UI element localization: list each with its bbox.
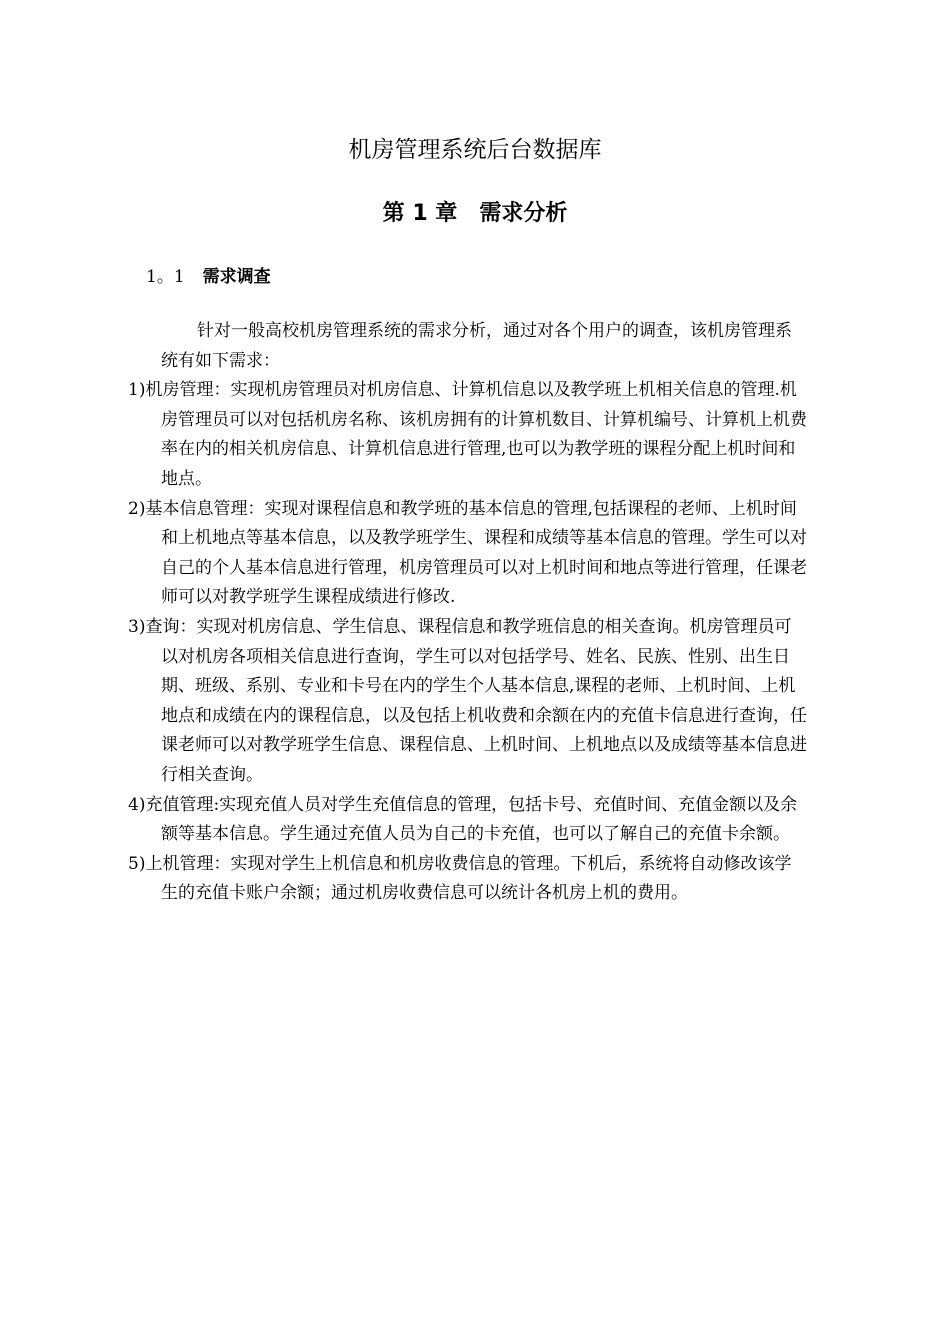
requirement-text: 充值管理:实现充值人员对学生充值信息的管理，包括卡号、充值时间、充值金额以及余额等基本信息。学生通过充值人员为自己的卡充值，也可以了解自己的充值卡余额。 [145,794,798,845]
section-title: 需求调查 [202,267,271,287]
requirement-text: 上机管理：实现对学生上机信息和机房收费信息的管理。下机后，系统将自动修改该学生的充值卡账户余额；通过机房收费信息可以统计各机房上机的费用。 [145,853,792,904]
section-heading [146,264,271,290]
requirement-item [128,791,808,850]
requirement-text: 查询：实现对机房信息、学生信息、课程信息和教学班信息的相关查询。机房管理员可以对机房各项相关信息进行查询，学生可以对包括学号、姓名、民族、性别、出生日期、班级、系别、专业和卡号在内的学生个人基本信息,课程的老师、上机时间、上机地点和成绩在内的课程信息，以及包括上机收费和余额在内的充值卡信息进行查询，任课老师可以对教学班学生信息、课程信息、上机时间、上机地点以及成绩等基本信息进行相关查询。 [145,616,807,785]
requirement-marker: 3) [128,616,146,637]
requirement-marker: 5) [128,853,146,874]
intro-paragraph: 针对一般高校机房管理系统的需求分析，通过对各个用户的调查，该机房管理系统有如下需求： [161,321,792,371]
requirement-marker: 4) [128,794,146,815]
requirement-text: 基本信息管理：实现对课程信息和教学班的基本信息的管理,包括课程的老师、上机时间和上机地点等基本信息，以及教学班学生、课程和成绩等基本信息的管理。学生可以对自己的个人基本信息进行管理，机房管理员可以对上机时间和地点等进行管理，任课老师可以对教学班学生课程成绩进行修改. [145,498,807,608]
requirement-text: 机房管理：实现机房管理员对机房信息、计算机信息以及教学班上机相关信息的管理.机房管理员可以对包括机房名称、该机房拥有的计算机数目、计算机编号、计算机上机费率在内的相关机房信息、计算机信息进行管理,也可以为教学班的课程分配上机时间和地点。 [145,380,807,489]
requirement-marker: 2) [128,498,146,519]
requirement-item [128,850,808,909]
requirement-item [128,376,808,494]
requirement-item [128,613,808,791]
section-number: 1。1 [146,267,185,287]
requirement-marker: 1) [128,380,146,401]
chapter-heading [0,198,950,230]
document-title: 机房管理系统后台数据库 [348,137,602,163]
chapter-number: 第 1 章 [382,201,458,226]
requirements-list [128,376,808,909]
document-body [128,317,808,909]
chapter-title: 需求分析 [479,201,568,226]
requirement-item [128,495,808,613]
